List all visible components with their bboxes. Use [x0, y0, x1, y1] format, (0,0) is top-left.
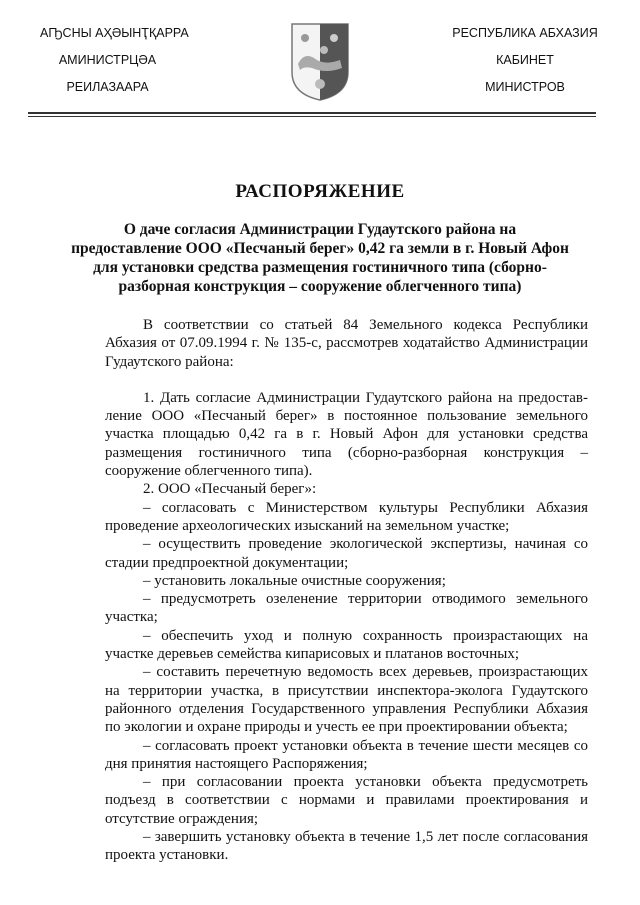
spacer: [105, 371, 588, 389]
clause-paragraph: [105, 828, 588, 865]
header-right-line: КАБИНЕТ: [496, 53, 554, 67]
clause-paragraph: [105, 663, 588, 736]
text-line: сооружение облегченного типа).: [105, 463, 313, 480]
header-left-line: АМИНИСТРЦӘА: [58, 53, 157, 67]
clause-paragraph: [105, 737, 588, 774]
text-line: 2. ООО «Песчаный берег»:: [143, 481, 317, 498]
subtitle-line: для установки средства размещения гостиничного типа (сборно-: [93, 259, 547, 276]
text-line: подъезд в соответствии с нормами и правилами проектирования и: [105, 792, 588, 809]
text-line: дня принятия настоящего Распоряжения;: [105, 755, 368, 772]
text-line: на территории участка, в присутствии инспектора-эколога Гудаутского: [105, 682, 588, 699]
text-line: 1. Дать согласие Администрации Гудаутского района на предостав-: [143, 389, 588, 406]
clause-paragraph: [105, 590, 588, 627]
header-right-line: МИНИСТРОВ: [485, 80, 565, 94]
document-title: РАСПОРЯЖЕНИЕ: [235, 181, 405, 202]
header-divider: [28, 112, 596, 114]
text-line: Абхазия от 07.09.1994 г. № 135-с, рассмотрев ходатайство Администрации: [105, 335, 588, 352]
text-line: стадии предпроектной документации;: [105, 554, 349, 571]
document-body: [105, 316, 588, 865]
subtitle-line: О даче согласия Администрации Гудаутского района на: [123, 221, 517, 238]
subtitle-line: разборная конструкция – сооружение облегченного типа): [118, 278, 522, 295]
text-line: – согласовать с Министерством культуры Республики Абхазия: [143, 499, 588, 516]
text-line: – предусмотреть озеленение территории отводимого земельного: [143, 591, 588, 608]
text-line: – при согласовании проекта установки объекта предусмотреть: [143, 774, 588, 791]
text-line: – составить перечетную ведомость всех деревьев, произрастающих: [143, 664, 588, 681]
text-line: – согласовать проект установки объекта в течение шести месяцев со: [143, 737, 588, 754]
text-line: районного отделения Государственного управления Республики Абхазия: [105, 700, 588, 717]
text-line: Гудаутского района:: [105, 353, 234, 370]
clause-paragraph: [105, 773, 588, 828]
clause-paragraph: [105, 480, 588, 498]
header-right-line: РЕСПУБЛИКА АБХАЗИЯ: [452, 26, 598, 40]
text-line: – завершить установку объекта в течение 1,5 лет после согласования: [143, 829, 588, 846]
clause-paragraph: [105, 535, 588, 572]
clause-paragraph: [105, 499, 588, 536]
text-line: – осуществить проведение экологической экспертизы, начиная со: [143, 536, 588, 553]
document-subtitle: [10, 220, 630, 296]
text-line: – обеспечить уход и полную сохранность произрастающих на: [143, 627, 588, 644]
text-line: участке деревьев семейства кипарисовых и платанов восточных;: [105, 646, 519, 663]
header-divider-thin: [28, 116, 596, 117]
text-line: – установить локальные очистные сооружения;: [143, 572, 446, 589]
header-left-line: РЕИЛАЗААРА: [66, 80, 149, 94]
text-line: проведение археологических изысканий на земельном участке;: [105, 517, 510, 534]
text-line: проекта установки.: [105, 847, 229, 864]
header-left: [40, 20, 189, 101]
clause-paragraph: [105, 627, 588, 664]
coat-of-arms-emblem: [290, 22, 350, 102]
clause-paragraph: [105, 572, 588, 590]
text-line: по экологии и охране природы и учесть ее при проектировании объекта;: [105, 719, 568, 736]
text-line: размещения гостиничного типа (сборно-разборная конструкция –: [105, 444, 588, 461]
text-line: участка;: [105, 609, 158, 626]
text-line: В соответствии со статьей 84 Земельного кодекса Республики: [143, 317, 588, 333]
clause-paragraph: [105, 389, 588, 480]
text-line: участка площадью 0,42 га в г. Новый Афон для установки средства: [105, 426, 588, 443]
intro-paragraph: [105, 316, 588, 371]
header-left-line: АҦСНЫ АҲӘЫНҬҚАРРА: [40, 26, 189, 40]
text-line: отсутствие ограждения;: [105, 810, 259, 827]
subtitle-line: предоставление ООО «Песчаный берег» 0,42 га земли в г. Новый Афон: [71, 240, 569, 257]
text-line: ление ООО «Песчаный берег» в постоянное пользование земельного: [105, 408, 588, 425]
header-right: [440, 20, 610, 101]
